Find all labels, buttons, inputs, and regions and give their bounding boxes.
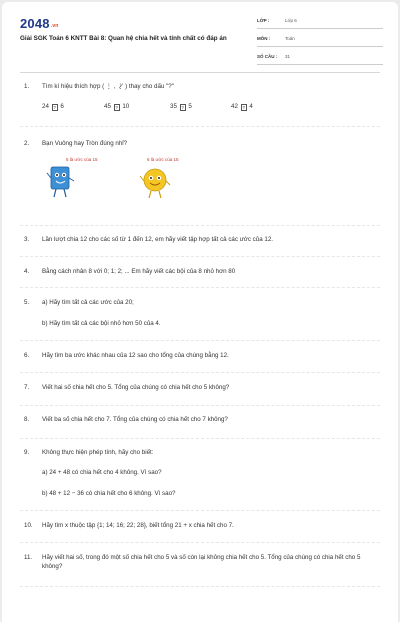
page-title: Giải SGK Toán 6 KNTT Bài 8: Quan hệ chia hết và tính chất có đáp án <box>20 35 227 42</box>
header-divider <box>20 72 380 73</box>
meta-info <box>257 16 383 70</box>
separator <box>20 586 380 587</box>
speech-bubble-circle: 6 là ước của 15 <box>147 157 179 162</box>
q1-item-3: 35 ? 5 <box>170 103 192 110</box>
square-character-icon <box>46 164 76 200</box>
separator <box>20 510 380 511</box>
q1-item-2: 45 ? 10 <box>104 103 130 110</box>
meta-subject: MÔN : Toán <box>257 34 383 47</box>
question-9-part-a: a) 24 + 48 có chia hết cho 4 không. Vì sao? <box>42 469 162 476</box>
separator <box>20 340 380 341</box>
separator <box>20 372 380 373</box>
circle-character-icon <box>138 166 172 200</box>
meta-question-count: SỐ CÂU : 31 <box>257 52 383 65</box>
separator <box>20 405 380 406</box>
separator <box>20 126 380 127</box>
question-5-part-b: b) Hãy tìm tất cả các bội nhỏ hơn 50 của 4. <box>42 320 161 327</box>
separator <box>20 542 380 543</box>
separator <box>20 287 380 288</box>
speech-bubble-square: 5 là ước của 15 <box>66 157 98 162</box>
separator <box>20 438 380 439</box>
q1-item-4: 42 ? 4 <box>231 103 253 110</box>
document-page: 2048.vn Giải SGK Toán 6 KNTT Bài 8: Quan hệ chia hết và tính chất có đáp án LỚP : Lớp 6 MÔN : Toán SỐ CÂU : 31 1. Tìm kí hiệu thích hợp ( ⋮ , ⋮̸ ) thay cho dấu "?" 24 ? 6 45 ? 10 35 ? 5 42 ? 4 2. Bạn Vuông hay Tròn đúng nhỉ? 5 là ước của 15 6 là ước của 15 3. Lần lượt chia 12 cho các số từ 1 đến 12, em hãy viết tập hợp tất cả các ước của 12. 4. Bằng cách nhân 8 với 0; 1; 2; ... Em hãy viết các bội của 8 nhỏ hơn 80 5. a) Hãy tìm tất cả các ước của 20; b) Hãy tìm tất cả các bội nhỏ hơn 50 của 4. 6. Hãy tìm ba ước khác nhau của 12 sao cho tổng của chúng bằng 12. 7. Viết hai số chia hết cho 5. Tổng của chúng có chia hết cho 5 không? 8. Viết ba số chia hết cho 7. Tổng của chúng có chia hết cho 7 không? 9. Không thực hiện phép tính, hãy cho biết: a) 24 + 48 có chia hết cho 4 không. Vì sao? b) 48 + 12 − 36 có chia hết cho 6 không. Vì sao? 10. Hãy tìm x thuộc tập {1; 14; 16; 22; 28}, biết tổng 21 + x chia hết cho 7. 11. Hãy viết hai số, trong đó một số chia hết cho 5 và số còn lại không chia hết cho 5. Tổng của chúng có chia hết cho 5 không? <box>2 2 398 622</box>
question-9-part-b: b) 48 + 12 − 36 có chia hết cho 6 không. Vì sao? <box>42 490 176 497</box>
header <box>2 2 398 70</box>
meta-class: LỚP : Lớp 6 <box>257 16 383 29</box>
separator <box>20 225 380 226</box>
q1-item-1: 24 ? 6 <box>42 103 64 110</box>
separator <box>20 256 380 257</box>
site-logo[interactable]: 2048.vn <box>20 16 59 31</box>
